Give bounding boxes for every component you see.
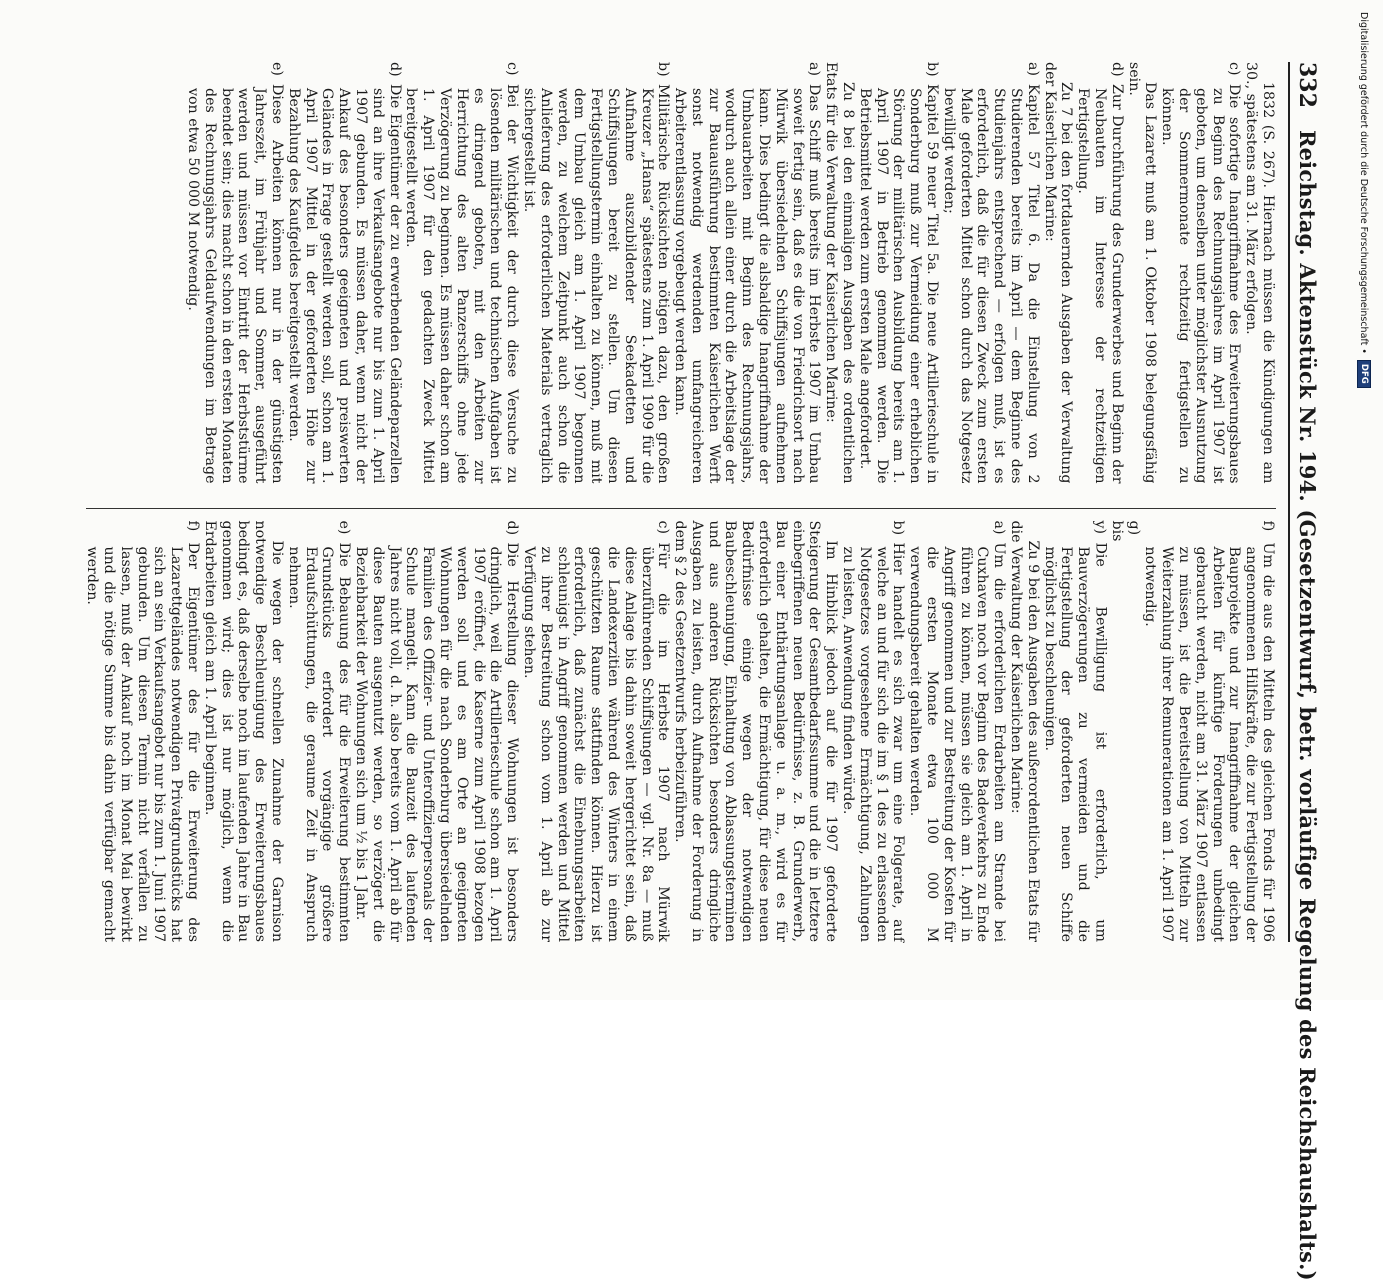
paragraph	[352, 521, 520, 943]
paragraph-text: Bei der Wichtigkeit der durch diese Versuche zu lösenden militärischen und technischen Aufgaben ist es dringend geboten, mit den Arbeiten zur Herrichtung des alten Panzerschiffs ohne jede Verzögerung zu beginnen. Es müssen daher schon am 1. April 1907 für den gedachten Zweck Mittel bereitgestellt werden.	[403, 84, 521, 484]
paragraph-label: d)	[504, 520, 521, 536]
paragraph	[1041, 62, 1075, 484]
paragraph	[1007, 521, 1041, 943]
paragraph-label: a)	[806, 62, 823, 76]
paragraph	[1242, 62, 1276, 484]
paragraph-label: c)	[655, 520, 672, 534]
paragraph-label: f)	[185, 520, 201, 532]
paragraph-text: Diese Arbeiten können nur in der günstigsten Jahreszeit, im Frühjahr und Sommer, ausgeführt werden und müssen vor Eintritt der Herbststürme beendet sein; dies macht schon in den ersten Monaten des Rechnungsjahrs Geldaufwendungen im Betrage von etwa 50 000 M notwendig.	[185, 84, 285, 484]
paragraph-label: d)	[1108, 62, 1125, 77]
paragraph-label: f)	[1260, 520, 1276, 532]
left-column	[86, 62, 1276, 484]
paragraph	[285, 521, 352, 943]
paragraph-text: Kapitel 57 Titel 6. Da die Einstellung von 2 Studierenden bereits im April — dem Beginne des Studienjahrs entsprechend — erfolgen muß, ist es erforderlich, daß die für diesen Zweck zum ersten Male geforderten Mittel schon durch das Notgesetz bewilligt werden;	[940, 84, 1041, 484]
paragraph-label: e)	[336, 520, 353, 535]
paragraph	[822, 62, 856, 484]
paragraph-text: Die wegen der schnellen Zunahme der Garnison notwendige Beschleunigung des Erweiterungsbaues bedingt es, daß derselbe noch im laufenden Jahre in Bau genommen wird; dies ist nur möglich, wenn die Erdarbeiten gleich am 1. April beginnen.	[201, 520, 285, 942]
paragraph	[671, 521, 839, 943]
paragraph-label: c)	[504, 62, 521, 76]
paragraph	[403, 62, 521, 484]
paragraph	[671, 62, 822, 484]
paragraph	[201, 521, 285, 943]
paragraph-text: Die Bebauung des für die Erweiterung bestimmten Grundstücks erfordert vorgängige größere Erdaufschüttungen, die geraume Zeit in Anspruch nehmen.	[285, 542, 353, 942]
paragraph-text: Um die erforderlichen Erdarbeiten am Strande bei Cuxhaven noch vor Beginn des Badeverkehrs zu Ende führen zu können, müssen sie gleich am 1. April in Angriff genommen und zur Bestreitung der Kosten für die ersten Monate etwa 100 000 M verwendungsbereit gehalten werden.	[907, 542, 1008, 942]
paragraph	[839, 521, 906, 943]
paragraph-label: b)	[655, 62, 672, 77]
digitization-note-text: Digitalisierung gefördert durch die Deutsche Forschungsgemeinschaft •	[1358, 12, 1370, 354]
paragraph	[856, 62, 940, 484]
paragraph	[1125, 62, 1159, 484]
paragraph-text: Für die im Herbste 1907 nach Mürwik überzuführenden Schiffsjungen — vgl. Nr. 8a — muß diese Anlage bis dahin soweit hergerichtet sein, daß die Landexerzitien während des Winters in einem geschützten Raume stattfinden können. Hierzu ist erforderlich, daß zunächst die Einebnungsarbeiten schleunigst in Angriff genommen werden und Mittel zu ihrer Bestreitung schon vom 1. April ab zur Verfügung stehen.	[520, 542, 672, 942]
paragraph-text: Zu 9 bei den Ausgaben des außerordentlichen Etats für die Verwaltung der Kaiserlichen Marine:	[1008, 520, 1041, 942]
paragraph	[520, 62, 671, 484]
paragraph-label: a)	[1024, 62, 1041, 76]
paragraph-text: Kapitel 59 neuer Titel 5a. Die neue Artillerieschule in Sonderburg muß zur Vermeidung einer erheblichen Störung der militärischen Ausbildung bereits am 1. April 1907 in Betrieb genommen werden. Die Betriebsmittel werden zum ersten Male angefordert.	[856, 84, 941, 484]
paragraph-text: Die sofortige Inangriffnahme des Erweiterungsbaues zu Beginn des Rechnungsjahres im April 1907 ist geboten, um denselben unter möglichster Ausnutzung der Sommermonate rechtzeitig fertigstellen zu können.	[1159, 84, 1243, 484]
paragraph-label: g) bis y)	[1092, 520, 1142, 542]
paragraph-text: Zu 7 bei den fortdauernden Ausgaben der Verwaltung der Kaiserlichen Marine:	[1041, 62, 1075, 484]
paragraph-text: Hier handelt es sich zwar um eine Folgerate, auf welche an und für sich die im § 1 des zu erlassenden Notgesetzes vorgesehene Ermächtigung, Zahlungen zu leisten, Anwendung finden würde.	[840, 542, 907, 942]
paragraph-label: d)	[386, 62, 403, 77]
text-columns	[86, 62, 1276, 942]
paragraph	[184, 62, 285, 484]
document-page	[64, 52, 1324, 1281]
paragraph	[1158, 62, 1242, 484]
paragraph-text: Im Hinblick jedoch auf die für 1907 geforderte Steigerung der Gesamtbedarfssumme und die in letztere einbegriffenen neuen Bedürfnisse, z. B. Grunderwerb, Bau einer Enthärtungsanlage u. a. m., wird es für erforderlich gehalten, die Ermächtigung, für diese neuen Bedürfnisse einige wegen der notwendigen Baubeschleunigung, Einhaltung von Ablassungsterminen und aus anderen Rücksichten besonders dringliche Ausgaben zu leisten, durch Aufnahme der Forderung in dem § 2 des Gesetzentwurfs herbeizuführen.	[672, 520, 840, 942]
paragraph-label: c)	[1226, 62, 1243, 76]
paragraph	[1041, 521, 1142, 943]
paragraph-label: e)	[268, 62, 285, 76]
paragraph-text: Die Herstellung dieser Wohnungen ist besonders dringlich, weil die Artillerieschule schon am 1. April 1907 eröffnet, die Kaserne zum April 1908 bezogen werden soll und es am Orte an geeigneten Wohnungen für die nach Sonderburg übersiedelnden Familien des Offizier- und Unteroffizierpersonals der Schule mangelt. Kann die Bauzeit des laufenden Jahres nicht voll, d. h. also bereits vom 1. April ab für diese Bauten ausgenutzt werden, so verzögert die Beziehbarkeit der Wohnungen sich um ½ bis 1 Jahr.	[352, 542, 521, 942]
paragraph	[1074, 62, 1124, 484]
paragraph-text: Zu 8 bei den einmaligen Ausgaben des ordentlichen Etats für die Verwaltung der Kaiserlichen Marine:	[823, 62, 857, 484]
paragraph	[906, 521, 1007, 943]
paragraph-text: Der Eigentümer des für die Erweiterung des Lazarettgeländes notwendigen Privatgrundstücks hat sich an sein Verkaufsangebot nur bis zum 1. Juni 1907 gebunden. Um diesen Termin nicht verfallen zu lassen, muß der Ankauf noch im Monat Mai bewirkt und die nötige Summe bis dahin verfügbar gemacht werden.	[84, 542, 201, 942]
page-number: 332	[1294, 62, 1320, 108]
paragraph	[83, 521, 201, 943]
paragraph-label: b)	[924, 62, 941, 77]
page-header	[1288, 62, 1320, 1281]
paragraph-text: Um die aus den Mitteln des gleichen Fonds für 1906 angenommenen Hilfskräfte, die zur Fertigstellung der Bauprojekte und zur Inangriffnahme der gleichen Arbeiten für künftige Forderungen unbedingt gebraucht werden, nicht am 31. März 1907 entlassen zu müssen, ist die Bereitstellung von Mitteln zur Weiterzahlung ihrer Remunerationen am 1. April 1907 notwendig.	[1142, 542, 1276, 942]
paragraph-label: b)	[890, 520, 907, 536]
paragraph	[940, 62, 1041, 484]
paragraph-label: a)	[991, 520, 1008, 535]
digitization-note	[1357, 12, 1371, 388]
paragraph-text: Die Bewilligung ist erforderlich, um Bauverzögerungen zu vermeiden und die Fertigstellung der geforderten neuen Schiffe möglichst zu beschleunigen.	[1041, 542, 1109, 942]
paragraph-text: Zur Durchführung des Grunderwerbes und Beginn der Neubauten im Interesse der rechtzeitigen Fertigstellung.	[1075, 84, 1125, 484]
paragraph-text: Die Eigentümer der zu erwerbenden Geländeparzellen sind an ihre Verkaufsangebote nur bis zum 1. April 1907 gebunden. Es müssen daher, wenn nicht der Ankauf des besonders geeigneten und preiswerten Geländes in Frage gestellt werden soll, schon am 1. April 1907 Mittel in der geforderten Höhe zur Bezahlung des Kaufgeldes bereitgestellt werden.	[285, 84, 403, 484]
right-column	[86, 508, 1276, 943]
paragraph	[285, 62, 403, 484]
paragraph-text: Das Lazarett muß am 1. Oktober 1908 belegungsfähig sein.	[1125, 62, 1159, 484]
paragraph	[520, 521, 671, 943]
paragraph-text: Militärische Rücksichten nötigen dazu, den großen Kreuzer „Hansa“ spätestens zum 1. April 1909 für die Aufnahme auszubildender Seekadetten und Schiffsjungen bereit zu stellen. Um diesen Fertigstellungstermin einhalten zu können, muß mit dem Umbau gleich am 1. April 1907 begonnen werden, zu welchem Zeitpunkt auch schon die Anlieferung des erforderlichen Materials vertraglich sichergestellt ist.	[520, 84, 672, 484]
paragraph	[1142, 521, 1276, 943]
running-title: Reichstag. Aktenstück Nr. 194. (Gesetzentwurf, betr. vorläufige Regelung des Reichshaushalts.)	[1295, 129, 1320, 1281]
paragraph-text: 1832 (S. 267). Hiernach müssen die Kündigungen am 30., spätestens am 31. März erfolgen.	[1243, 62, 1276, 484]
dfg-logo: DFG	[1357, 360, 1371, 388]
paragraph-text: Das Schiff muß bereits im Herbste 1907 im Umbau soweit fertig sein, daß es die von Friedrichsort nach Mürwik übersiedelnden Schiffsjungen aufnehmen kann. Dies bedingt die alsbaldige Inangriffnahme der Umbauarbeiten mit Beginn des Rechnungsjahrs, wodurch auch allein einer durch die Arbeitslage der zur Bauausführung bestimmten Kaiserlichen Werft sonst notwendig werdenden umfangreicheren Arbeiterentlassung vorgebeugt werden kann.	[672, 84, 823, 484]
